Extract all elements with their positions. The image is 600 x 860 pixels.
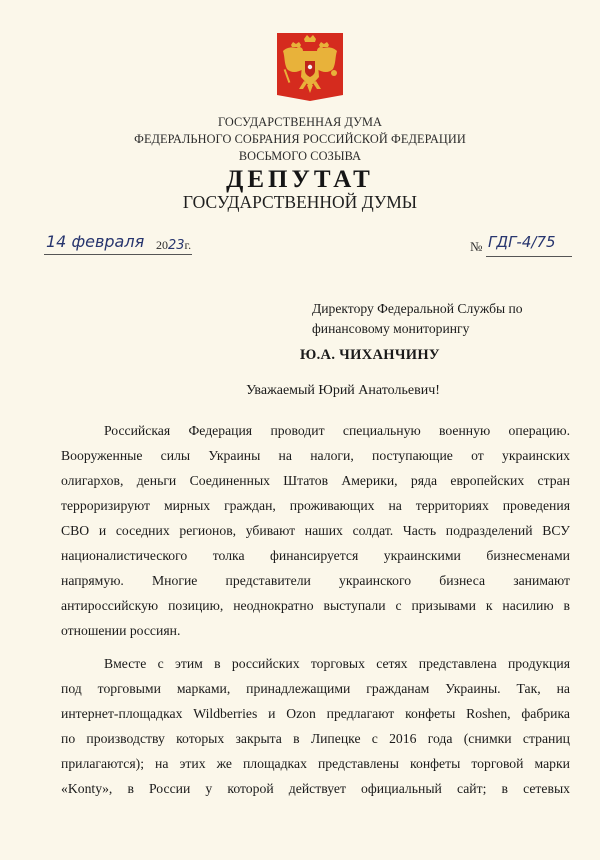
date-year bbox=[156, 238, 191, 253]
addressee-block bbox=[312, 299, 582, 339]
body-line: по производству которых закрыта в Липецке с 2016 года (снимки страниц bbox=[61, 731, 570, 746]
org-line-1: ГОСУДАРСТВЕННАЯ ДУМА bbox=[218, 115, 382, 129]
number-label: № bbox=[470, 239, 483, 254]
body-line: терроризируют мирных граждан, проживающих на территориях проведения bbox=[61, 498, 570, 513]
body-line: «Konty», в России у которой действует официальный сайт; в сетевых bbox=[61, 781, 570, 796]
document-title: ДЕПУТАТ bbox=[226, 166, 374, 193]
organization-header bbox=[0, 114, 600, 165]
body-line: отношении россиян. bbox=[61, 623, 181, 638]
body-line: прилагаются); на этих же площадках представлены конфеты торговой марки bbox=[61, 756, 570, 771]
year-handwritten: 23 bbox=[168, 238, 185, 253]
body-line: антироссийскую позицию, неоднократно выступали с призывами к насилию в bbox=[61, 598, 570, 613]
body-line: олигархов, деньги Соединенных Штатов Америки, ряда европейских стран bbox=[61, 473, 570, 488]
body-line: Российская Федерация проводит специальную военную операцию. bbox=[104, 423, 570, 438]
body-line: националистического толка финансируется украинскими бизнесменами bbox=[61, 548, 570, 563]
addressee-line-2: финансовому мониторингу bbox=[312, 321, 470, 336]
year-suffix: г. bbox=[184, 238, 192, 252]
date-handwritten: 14 февраля bbox=[46, 232, 145, 251]
body-line: под торговыми марками, принадлежащими гражданам Украины. Так, на bbox=[61, 681, 570, 696]
body-line: интернет-площадках Wildberries и Ozon предлагают конфеты Roshen, фабрика bbox=[61, 706, 570, 721]
org-line-3: ВОСЬМОГО СОЗЫВА bbox=[238, 149, 362, 163]
salutation: Уважаемый Юрий Анатольевич! bbox=[246, 383, 440, 398]
addressee-name: Ю.А. ЧИХАНЧИНУ bbox=[300, 347, 440, 363]
number-handwritten: ГДГ-4/75 bbox=[488, 233, 556, 251]
body-line: Вместе с этим в российских торговых сетях представлена продукция bbox=[104, 656, 570, 671]
year-prefix: 20 bbox=[156, 238, 168, 252]
addressee-line-1: Директору Федеральной Службы по bbox=[312, 301, 523, 316]
body-line: напрямую. Многие представители украинского бизнеса занимают bbox=[61, 573, 570, 588]
body-line: Вооруженные силы Украины на налоги, поступающие от украинских bbox=[61, 448, 570, 463]
org-line-2: ФЕДЕРАЛЬНОГО СОБРАНИЯ РОССИЙСКОЙ ФЕДЕРАЦИИ bbox=[134, 132, 466, 146]
document-subtitle: ГОСУДАРСТВЕННОЙ ДУМЫ bbox=[182, 192, 418, 212]
coat-of-arms-of-russia-icon bbox=[277, 33, 343, 101]
body-line: СВО и соседних регионов, убивают наших солдат. Часть подразделений ВСУ bbox=[61, 523, 570, 538]
